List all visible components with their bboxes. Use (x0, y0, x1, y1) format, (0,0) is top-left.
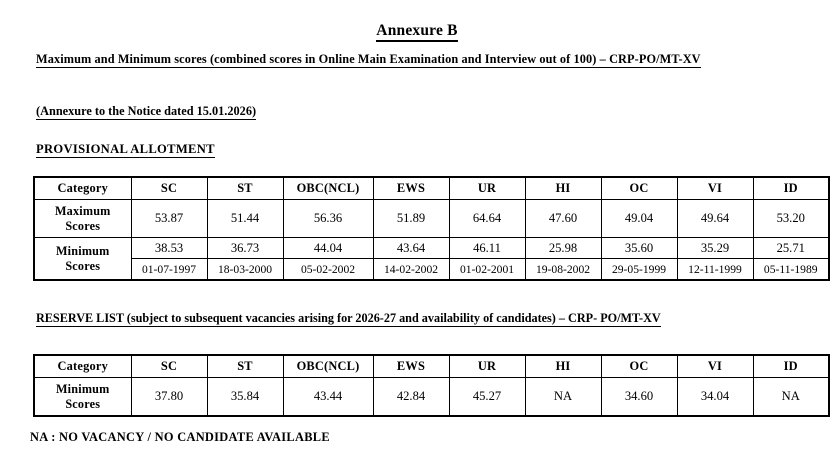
reserve-column-header-ur: UR (449, 355, 525, 378)
table-header-row (34, 355, 829, 378)
cell-dob-st: 18-03-2000 (207, 259, 283, 281)
column-header-obc: OBC(NCL) (283, 177, 373, 200)
column-header-category: Category (34, 177, 131, 200)
cell-max-sc: 53.87 (131, 200, 207, 238)
reserve-cell-min-obc: 43.44 (283, 378, 373, 417)
table-row (34, 378, 829, 417)
row-label-line1: Maximum (54, 203, 111, 218)
provisional-allotment-heading-text: PROVISIONAL ALLOTMENT (36, 142, 215, 156)
reserve-list-heading (36, 311, 816, 326)
notice-reference-text: (Annexure to the Notice dated 15.01.2026) (36, 104, 257, 118)
column-header-oc: OC (601, 177, 677, 200)
cell-min-oc: 35.60 (601, 238, 677, 259)
reserve-cell-min-oc: 34.60 (601, 378, 677, 417)
cell-dob-hi: 19-08-2002 (525, 259, 601, 281)
cell-max-oc: 49.04 (601, 200, 677, 238)
document-subtitle (36, 52, 808, 67)
cell-max-obc: 56.36 (283, 200, 373, 238)
reserve-column-header-ews: EWS (373, 355, 449, 378)
reserve-cell-min-hi: NA (525, 378, 601, 417)
cell-min-id: 25.71 (753, 238, 829, 259)
cell-max-hi: 47.60 (525, 200, 601, 238)
column-header-sc: SC (131, 177, 207, 200)
reserve-cell-min-sc: 37.80 (131, 378, 207, 417)
reserve-cell-min-ews: 42.84 (373, 378, 449, 417)
cell-min-ews: 43.64 (373, 238, 449, 259)
row-label-line2: Scores (65, 258, 101, 273)
cell-max-ews: 51.89 (373, 200, 449, 238)
na-footnote: NA : NO VACANCY / NO CANDIDATE AVAILABLE (30, 430, 330, 444)
provisional-allotment-table (33, 176, 830, 281)
notice-reference (36, 104, 256, 119)
reserve-column-header-category: Category (34, 355, 131, 378)
row-label-minimum-scores (34, 238, 131, 281)
table-row (34, 238, 829, 259)
cell-min-vi: 35.29 (677, 238, 753, 259)
reserve-list-heading-text: RESERVE LIST (subject to subsequent vacancies arising for 2026-27 and availability of candidates) – CRP- PO/MT-XV (36, 311, 661, 325)
cell-dob-oc: 29-05-1999 (601, 259, 677, 281)
reserve-column-header-hi: HI (525, 355, 601, 378)
column-header-ur: UR (449, 177, 525, 200)
document-subtitle-text: Maximum and Minimum scores (combined scores in Online Main Examination and Interview out of 100) – CRP-PO/MT-XV (36, 52, 701, 66)
cell-min-hi: 25.98 (525, 238, 601, 259)
page-title-text: Annexure B (376, 22, 457, 42)
cell-dob-id: 05-11-1989 (753, 259, 829, 281)
page-title (0, 22, 834, 40)
table-row-dates (34, 259, 829, 281)
cell-dob-ur: 01-02-2001 (449, 259, 525, 281)
column-header-st: ST (207, 177, 283, 200)
cell-min-ur: 46.11 (449, 238, 525, 259)
reserve-cell-min-st: 35.84 (207, 378, 283, 417)
cell-max-ur: 64.64 (449, 200, 525, 238)
row-label-line1: Minimum (55, 381, 110, 396)
row-label-line2: Scores (65, 396, 101, 411)
cell-max-vi: 49.64 (677, 200, 753, 238)
reserve-cell-min-vi: 34.04 (677, 378, 753, 417)
reserve-column-header-st: ST (207, 355, 283, 378)
column-header-hi: HI (525, 177, 601, 200)
cell-dob-ews: 14-02-2002 (373, 259, 449, 281)
reserve-column-header-vi: VI (677, 355, 753, 378)
table-row (34, 200, 829, 238)
column-header-vi: VI (677, 177, 753, 200)
cell-dob-vi: 12-11-1999 (677, 259, 753, 281)
cell-dob-sc: 01-07-1997 (131, 259, 207, 281)
table-header-row (34, 177, 829, 200)
reserve-column-header-obc: OBC(NCL) (283, 355, 373, 378)
reserve-column-header-oc: OC (601, 355, 677, 378)
cell-min-sc: 38.53 (131, 238, 207, 259)
cell-dob-obc: 05-02-2002 (283, 259, 373, 281)
column-header-ews: EWS (373, 177, 449, 200)
reserve-row-label-minimum-scores (34, 378, 131, 417)
cell-min-obc: 44.04 (283, 238, 373, 259)
reserve-cell-min-ur: 45.27 (449, 378, 525, 417)
reserve-cell-min-id: NA (753, 378, 829, 417)
reserve-column-header-sc: SC (131, 355, 207, 378)
cell-min-st: 36.73 (207, 238, 283, 259)
reserve-column-header-id: ID (753, 355, 829, 378)
cell-max-st: 51.44 (207, 200, 283, 238)
cell-max-id: 53.20 (753, 200, 829, 238)
row-label-line2: Scores (65, 218, 101, 233)
row-label-maximum-scores (34, 200, 131, 238)
column-header-id: ID (753, 177, 829, 200)
row-label-line1: Minimum (55, 243, 110, 258)
reserve-list-table (33, 354, 830, 417)
provisional-allotment-heading (36, 142, 215, 157)
